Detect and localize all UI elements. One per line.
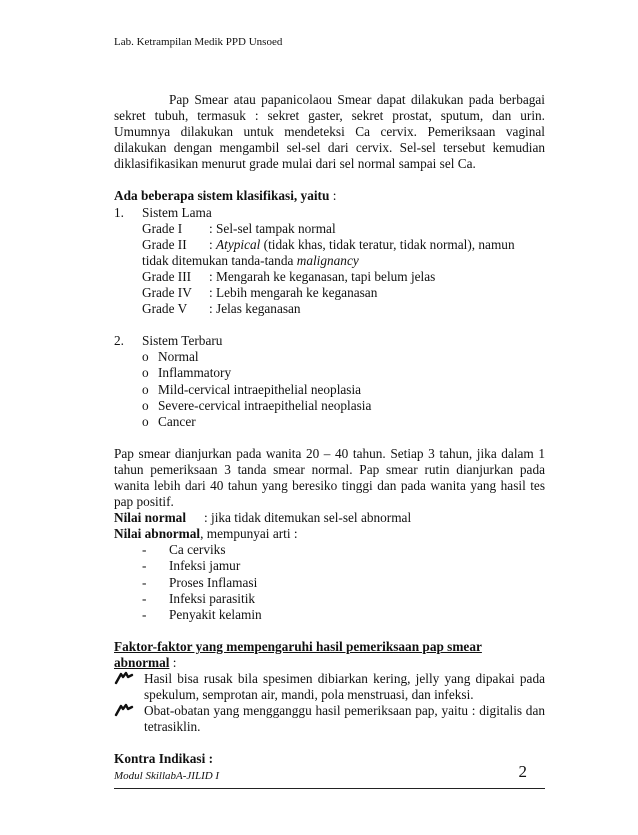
nilai-abnormal-desc: , mempunyai arti : bbox=[200, 526, 298, 542]
system-terbaru bbox=[114, 333, 545, 349]
nilai-abnormal-label: Nilai abnormal bbox=[114, 526, 201, 542]
grade-2-desc-rest: (tidak khas, tidak teratur, tidak normal), namun bbox=[260, 236, 515, 252]
page-header: Lab. Ketrampilan Medik PPD Unsoed bbox=[114, 36, 283, 48]
grade-2-desc bbox=[209, 237, 515, 253]
abnormal-item bbox=[114, 575, 545, 591]
grade-4 bbox=[114, 285, 545, 301]
bullet-marker: o bbox=[142, 413, 149, 429]
abnormal-item bbox=[114, 558, 545, 574]
abnormal-item-text: Penyakit kelamin bbox=[169, 606, 262, 622]
grade-2-label: Grade II bbox=[142, 236, 187, 252]
system-terbaru-item bbox=[114, 414, 545, 430]
system-terbaru-item-text: Severe-cervical intraepithelial neoplasia bbox=[158, 397, 372, 413]
bullet-marker: o bbox=[142, 397, 149, 413]
abnormal-item-text: Ca cerviks bbox=[169, 542, 226, 558]
abnormal-item bbox=[114, 607, 545, 623]
grade-5 bbox=[114, 301, 545, 317]
factors-heading-suffix: : bbox=[169, 654, 177, 670]
grade-3-desc: : Mengarah ke keganasan, tapi belum jelas bbox=[209, 268, 436, 284]
pointing-hand-icon bbox=[114, 703, 144, 735]
system-terbaru-item bbox=[114, 349, 545, 365]
footer-rule bbox=[114, 788, 545, 789]
factors-heading-line1: Faktor-faktor yang mempengaruhi hasil pemeriksaan pap smear bbox=[114, 638, 482, 654]
dash-marker: - bbox=[142, 542, 147, 558]
system-lama-title: Sistem Lama bbox=[142, 204, 212, 220]
dash-marker: - bbox=[142, 558, 147, 574]
grade-4-label: Grade IV bbox=[142, 285, 192, 301]
factors-heading-line2 bbox=[114, 655, 545, 671]
nilai-normal-desc: : jika tidak ditemukan sel-sel abnormal bbox=[204, 510, 412, 526]
grade-4-desc: : Lebih mengarah ke keganasan bbox=[209, 285, 378, 301]
page-number: 2 bbox=[518, 762, 527, 781]
nilai-normal bbox=[114, 510, 545, 526]
system-lama bbox=[114, 205, 545, 221]
bullet-marker: o bbox=[142, 349, 149, 365]
system-terbaru-item-text: Inflammatory bbox=[158, 365, 232, 381]
system-terbaru-item bbox=[114, 398, 545, 414]
grade-3-label: Grade III bbox=[142, 268, 192, 284]
factors-heading-abnormal: abnormal bbox=[114, 654, 170, 670]
grade-1-label: Grade I bbox=[142, 220, 183, 236]
grade-2-cont-italic: malignancy bbox=[296, 252, 359, 268]
factor-item-text: Hasil bisa rusak bila spesimen dibiarkan kering, jelly yang dipakai pada spekulum, semprotan air, mandi, pola menstruasi, dan infeksi. bbox=[144, 671, 545, 703]
dash-marker: - bbox=[142, 574, 147, 590]
footer-text: Modul SkillabA-JILID I bbox=[114, 770, 220, 782]
page-content bbox=[114, 92, 545, 767]
grade-2-cont-text: tidak ditemukan tanda-tanda bbox=[142, 252, 297, 268]
system-terbaru-title: Sistem Terbaru bbox=[142, 333, 223, 349]
factor-item-text: Obat-obatan yang mengganggu hasil pemeriksaan pap, yaitu : digitalis dan tetrasiklin. bbox=[144, 703, 545, 735]
grade-1-desc: : Sel-sel tampak normal bbox=[209, 220, 336, 236]
system-terbaru-item bbox=[114, 382, 545, 398]
grade-5-desc: : Jelas keganasan bbox=[209, 301, 301, 317]
abnormal-item-text: Infeksi jamur bbox=[169, 558, 241, 574]
system-lama-number: 1. bbox=[114, 204, 124, 220]
system-terbaru-item-text: Cancer bbox=[158, 413, 196, 429]
grade-2-desc-italic: Atypical bbox=[216, 236, 261, 252]
contra-heading: Kontra Indikasi : bbox=[114, 751, 214, 767]
grade-2 bbox=[114, 237, 545, 253]
abnormal-item bbox=[114, 542, 545, 558]
grade-1 bbox=[114, 221, 545, 237]
dash-marker: - bbox=[142, 606, 147, 622]
classification-heading-suffix: : bbox=[329, 188, 337, 204]
grade-2-continuation bbox=[114, 253, 545, 269]
factor-item bbox=[114, 671, 545, 703]
intro-paragraph: Pap Smear atau papanicolaou Smear dapat dilakukan pada berbagai sekret tubuh, termasuk : sekret gaster, sekret prostat, sputum, dan urin. Umumnya dilakukan untuk mendeteksi Ca cervix. Pemeriksaan vaginal dilakukan dengan mengambil sel-sel dari cervix. Sel-sel tersebut kemudian diklasifikasikan menurut grade mulai dari sel normal sampai sel Ca. bbox=[114, 92, 545, 172]
nilai-abnormal bbox=[114, 526, 545, 542]
bullet-marker: o bbox=[142, 365, 149, 381]
dash-marker: - bbox=[142, 590, 147, 606]
system-terbaru-item-text: Normal bbox=[158, 349, 199, 365]
bullet-marker: o bbox=[142, 381, 149, 397]
classification-heading bbox=[114, 188, 545, 204]
factor-item bbox=[114, 703, 545, 735]
abnormal-item bbox=[114, 591, 545, 607]
grade-2-desc-prefix: : bbox=[209, 236, 217, 252]
system-terbaru-number: 2. bbox=[114, 333, 124, 349]
abnormal-item-text: Proses Inflamasi bbox=[169, 574, 258, 590]
nilai-normal-label: Nilai normal bbox=[114, 510, 187, 526]
grade-3 bbox=[114, 269, 545, 285]
recommendation-paragraph: Pap smear dianjurkan pada wanita 20 – 40 tahun. Setiap 3 tahun, jika dalam 1 tahun pemeriksaan 3 tanda smear normal. Pap smear rutin dianjurkan pada wanita lebih dari 40 tahun yang beresiko tinggi dan pada wanita yang hasil tes pap positif. bbox=[114, 445, 545, 510]
classification-heading-text: Ada beberapa sistem klasifikasi, yaitu bbox=[114, 188, 330, 204]
system-terbaru-item bbox=[114, 365, 545, 381]
system-terbaru-item-text: Mild-cervical intraepithelial neoplasia bbox=[158, 381, 362, 397]
grade-5-label: Grade V bbox=[142, 301, 188, 317]
pointing-hand-icon bbox=[114, 671, 144, 703]
abnormal-item-text: Infeksi parasitik bbox=[169, 590, 256, 606]
